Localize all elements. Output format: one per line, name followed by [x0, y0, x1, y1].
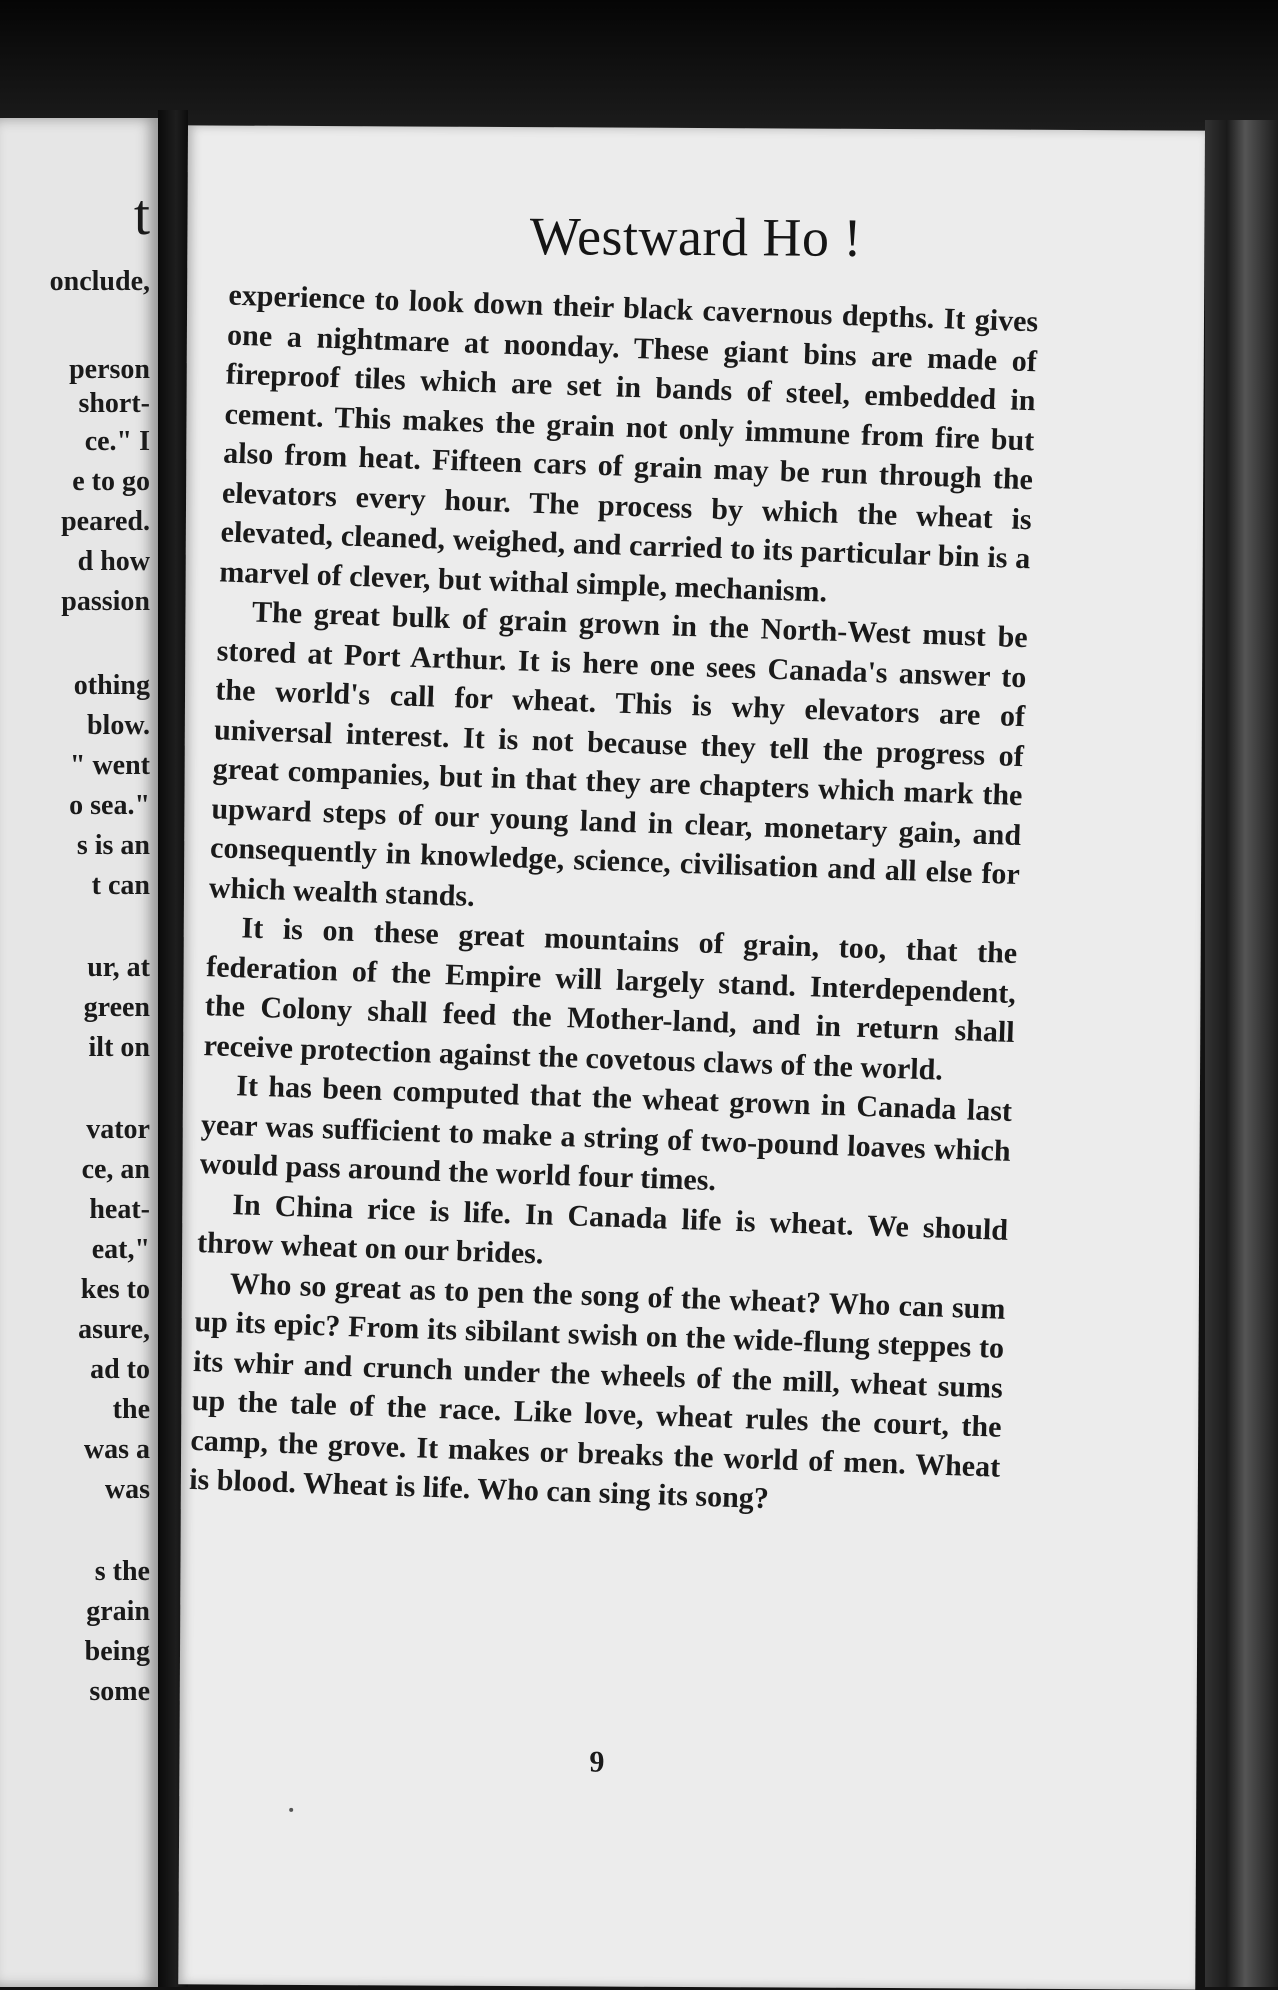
paragraph: experience to look down their black cavernous depths. It gives one a nightmare at noonday. These giant bins are made of fireproof tiles which are set in bands of steel, embedded in cement. This makes the grain not only immune from fire but also from heat. Fifteen cars of grain may be run through the elevators every hour. The process by which the wheat is elevated, cleaned, weighed, and carried to its particular bin is a marvel of clever, but withal simple, mechanism.	[218, 278, 1039, 609]
left-page-line: e to go	[72, 466, 150, 497]
left-page-line: was a	[83, 1434, 150, 1465]
paragraph: In China rice is life. In Canada life is wheat. We should throw wheat on our brides.	[196, 1187, 1009, 1271]
page-edge-shadow	[1205, 120, 1278, 1987]
left-page-line: the	[112, 1394, 150, 1425]
left-page-line: grain	[86, 1596, 150, 1627]
left-page-line: onclude,	[49, 266, 150, 297]
left-page-line: ad to	[90, 1354, 150, 1385]
left-page-line: t	[133, 182, 150, 247]
scan-top-shadow	[0, 0, 1278, 130]
left-page-line: t can	[91, 870, 150, 901]
left-page-line: green	[83, 992, 150, 1023]
paragraph: Who so great as to pen the song of the wheat? Who can sum up its epic? From its sibilant swish on the wide-flung steppes to its whir and crunch under the wheels of the mill, wheat sums up the tale of the race. Like love, wheat rules the court, the camp, the grove. It makes or breaks the world of men. Wheat is blood. Wheat is life. Who can sing its song?	[188, 1266, 1006, 1516]
left-page-line: othing	[73, 670, 150, 701]
left-page-line: kes to	[80, 1274, 150, 1305]
left-page-line: " went	[69, 750, 150, 781]
ink-speck	[289, 1808, 293, 1812]
book-page	[178, 125, 1205, 1989]
previous-page-fragment	[0, 118, 158, 1987]
left-page-line: ce, an	[81, 1154, 150, 1185]
left-page-line: short-	[78, 388, 150, 419]
paragraph: It has been computed that the wheat grown in Canada last year was sufficient to make a string of two-pound loaves which would pass around the world four times.	[199, 1069, 1013, 1198]
left-page-line: d how	[77, 546, 150, 577]
left-page-line: some	[89, 1676, 150, 1707]
left-page-line: asure,	[78, 1314, 150, 1345]
left-page-line: vator	[86, 1114, 150, 1145]
left-page-line: ce." I	[84, 426, 150, 457]
left-page-line: blow.	[86, 710, 150, 741]
left-page-line: passion	[61, 586, 150, 617]
left-page-line: ilt on	[88, 1032, 150, 1063]
paragraph: It is on these great mountains of grain, too, that the federation of the Empire will largely stand. Interdependent, the Colony shall feed the Mother-land, and in return shall receive protection against the covetous claws of the world.	[203, 911, 1018, 1087]
left-page-line: s the	[94, 1556, 150, 1587]
left-page-line: o sea."	[69, 790, 150, 821]
left-page-line: person	[69, 354, 150, 385]
left-page-line: ur, at	[87, 952, 150, 983]
left-page-line: heat-	[89, 1194, 150, 1225]
body-text	[189, 276, 1039, 1527]
left-page-line: being	[84, 1636, 150, 1667]
left-page-line: was	[104, 1474, 150, 1505]
left-page-line: s is an	[76, 830, 150, 861]
page-title: Westward Ho !	[529, 206, 863, 268]
paragraph: The great bulk of grain grown in the North-West must be stored at Port Arthur. It is here one sees Canada's answer to the world's call for wheat. This is why elevators are of universal interest. It is not because they tell the progress of great companies, but in that they are chapters which mark the upward steps of our young land in clear, monetary gain, and consequently in knowledge, science, civilisation and all else for which wealth stands.	[208, 595, 1029, 913]
left-page-line: peared.	[61, 506, 150, 537]
left-page-line: eat,"	[91, 1234, 150, 1265]
page-number: 9	[589, 1745, 605, 1779]
